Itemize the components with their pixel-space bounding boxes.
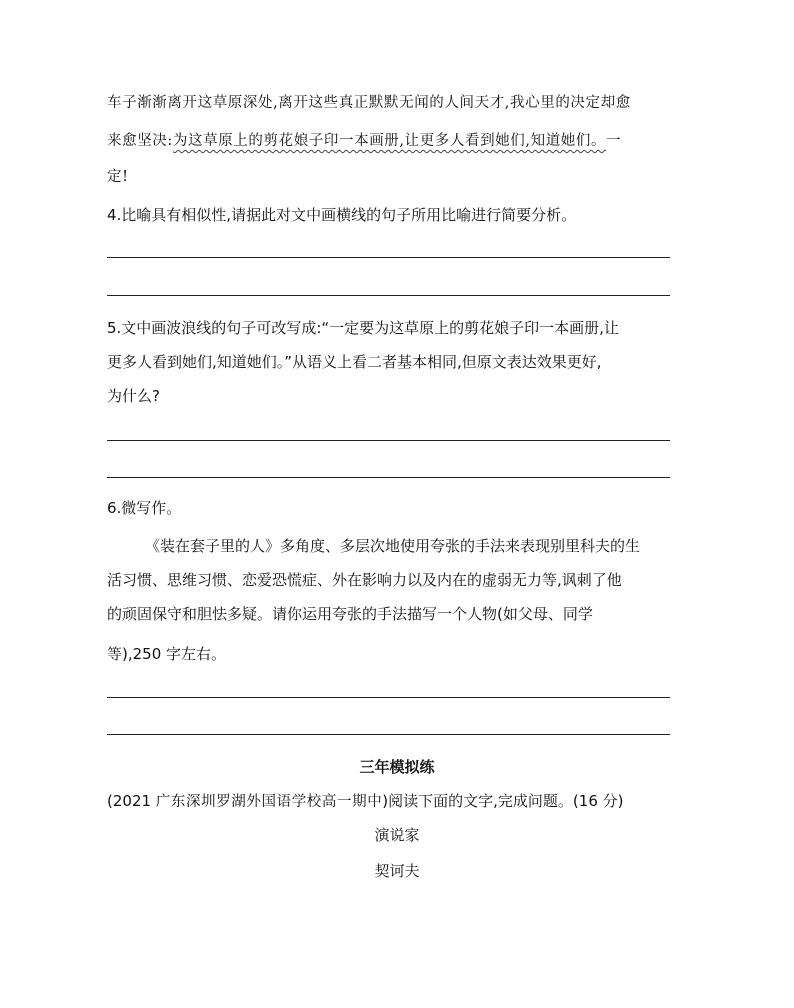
source-prefix: (2021: [107, 792, 156, 810]
source-body: 广东深圳罗湖外国语学校高一期中: [155, 794, 383, 810]
question-6-line-2: 活习惯、思维习惯、恋爱恐慌症、外在影响力以及内在的虚弱无力等,讽刺了他: [107, 571, 622, 589]
question-5-line-3: 为什么?: [107, 387, 160, 405]
question-4: 4.比喻具有相似性,请据此对文中画横线的句子所用比喻进行简要分析。: [107, 206, 577, 224]
wavy-underlined-sentence: 为这草原上的剪花娘子印一本画册,让更多人看到她们,知道她们。: [172, 133, 607, 149]
question-6-line-4: 等),250 字左右。: [107, 645, 227, 663]
question-5-line-2: 更多人看到她们,知道她们。”从语义上看二者基本相同,但原文表达效果更好,: [107, 353, 602, 371]
section-heading: 三年模拟练: [359, 758, 435, 776]
question-5-line-1: 5.文中画波浪线的句子可改写成:“一定要为这草原上的剪花娘子印一本画册,让: [107, 319, 619, 337]
question-6-line-1: 《装在套子里的人》多角度、多层次地使用夸张的手法来表现别里科夫的生: [145, 537, 641, 555]
answer-line[interactable]: [107, 697, 670, 698]
passage-line-2: [107, 131, 621, 151]
question-6-title: 6.微写作。: [107, 499, 182, 517]
question-6-line-3: 的顽固保守和胆怯多疑。请你运用夸张的手法描写一个人物(如父母、同学: [107, 605, 593, 623]
source-suffix: )阅读下面的文字,完成问题。(16 分): [382, 792, 624, 810]
answer-line[interactable]: [107, 257, 670, 258]
story-title: 演说家: [374, 826, 420, 844]
answer-line[interactable]: [107, 734, 670, 735]
passage-line-3: 定!: [107, 169, 129, 185]
answer-line[interactable]: [107, 295, 670, 296]
passage-line-2-prefix: 来愈坚决:: [107, 133, 173, 149]
answer-line[interactable]: [107, 477, 670, 478]
passage-line-2-tail: 一: [606, 133, 622, 149]
answer-line[interactable]: [107, 440, 670, 441]
passage-line-1: 车子渐渐离开这草原深处,离开这些真正默默无闻的人间天才,我心里的决定却愈: [107, 95, 631, 111]
story-author: 契诃夫: [374, 862, 420, 880]
source-note: [107, 791, 623, 812]
